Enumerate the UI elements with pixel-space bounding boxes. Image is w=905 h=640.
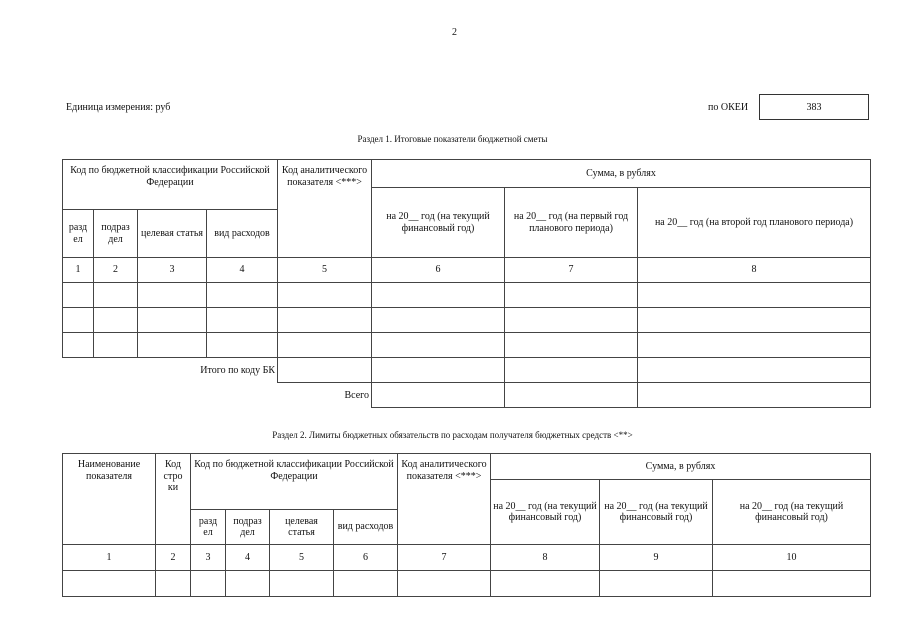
s2-col-number: 2 (156, 545, 191, 571)
s2-data-row (63, 571, 871, 597)
s1-header-budget-code: Код по бюджетной классификации Российской Федерации (63, 160, 278, 210)
s1-grand-total-row (63, 383, 871, 408)
page-number: 2 (452, 27, 457, 38)
s1-grand-total-label: Всего (344, 389, 369, 401)
s1-col-number: 2 (94, 258, 138, 283)
s1-cell[interactable] (63, 333, 94, 358)
s1-col-number: 6 (372, 258, 505, 283)
s1-cell[interactable] (94, 283, 138, 308)
s2-header-name: Наименование показателя (63, 454, 156, 545)
okei-label: по ОКЕИ (708, 102, 749, 113)
s2-col-number: 9 (600, 545, 713, 571)
s1-cell[interactable] (372, 383, 505, 408)
s1-total-bk-row (63, 358, 871, 383)
s1-header-analytic-code: Код аналитического показателя <***> (278, 160, 372, 258)
s1-cell[interactable] (278, 333, 372, 358)
s2-cell[interactable] (270, 571, 334, 597)
s1-header-sum: Сумма, в рублях (372, 160, 871, 188)
s2-header-row-code: Код стро ки (156, 454, 191, 545)
s2-header-section: разд ел (191, 510, 226, 545)
s2-cell[interactable] (713, 571, 871, 597)
s1-cell[interactable] (278, 358, 372, 383)
s1-cell[interactable] (505, 333, 638, 358)
s1-cell[interactable] (138, 333, 207, 358)
s2-cell[interactable] (398, 571, 491, 597)
s1-col-number: 5 (278, 258, 372, 283)
s1-data-row (63, 333, 871, 358)
s2-cell[interactable] (63, 571, 156, 597)
s1-header-year3: на 20__ год (на второй год планового периода) (638, 188, 871, 258)
s2-col-number: 1 (63, 545, 156, 571)
s1-cell[interactable] (505, 308, 638, 333)
s1-data-row (63, 308, 871, 333)
s1-cell[interactable] (63, 308, 94, 333)
s1-total-bk-label: Итого по коду БК (200, 364, 275, 376)
s1-col-number: 1 (63, 258, 94, 283)
s2-header-expense: вид расходов (334, 510, 398, 545)
s1-cell[interactable] (505, 358, 638, 383)
okei-value-box (759, 94, 869, 120)
s2-header-year2: на 20__ год (на текущий финансовый год) (600, 480, 713, 545)
unit-label: Единица измерения: руб (66, 102, 171, 113)
section2-title: Раздел 2. Лимиты бюджетных обязательств по расходам получателя бюджетных средств <**> (272, 430, 633, 440)
s1-header-target: целевая статья (138, 210, 207, 258)
s2-header-analytic-code: Код аналитического показателя <***> (398, 454, 491, 545)
s1-cell[interactable] (207, 283, 278, 308)
s2-header-year3: на 20__ год (на текущий финансовый год) (713, 480, 871, 545)
s1-cell[interactable] (505, 383, 638, 408)
s1-col-number: 4 (207, 258, 278, 283)
s2-col-number: 10 (713, 545, 871, 571)
okei-value: 383 (806, 101, 822, 113)
section2-table (62, 453, 871, 597)
s1-cell[interactable] (138, 308, 207, 333)
s1-cell[interactable] (638, 283, 871, 308)
s1-cell[interactable] (638, 333, 871, 358)
s1-header-section: разд ел (63, 210, 94, 258)
s1-data-row (63, 283, 871, 308)
s2-col-number: 4 (226, 545, 270, 571)
s1-cell[interactable] (278, 283, 372, 308)
s1-cell[interactable] (372, 308, 505, 333)
s2-col-number: 8 (491, 545, 600, 571)
s2-col-number: 3 (191, 545, 226, 571)
s1-cell[interactable] (207, 333, 278, 358)
s2-cell[interactable] (191, 571, 226, 597)
section1-title: Раздел 1. Итоговые показатели бюджетной сметы (357, 134, 548, 144)
s2-header-target: целевая статья (270, 510, 334, 545)
s2-cell[interactable] (600, 571, 713, 597)
s1-cell[interactable] (138, 283, 207, 308)
s2-col-number: 6 (334, 545, 398, 571)
s2-cell[interactable] (156, 571, 191, 597)
s1-cell[interactable] (63, 283, 94, 308)
s1-cell[interactable] (94, 333, 138, 358)
s1-cell[interactable] (94, 308, 138, 333)
s2-col-number: 5 (270, 545, 334, 571)
s1-cell[interactable] (638, 308, 871, 333)
section1-table (62, 159, 871, 408)
s1-cell[interactable] (638, 358, 871, 383)
s1-cell[interactable] (505, 283, 638, 308)
s2-cell[interactable] (491, 571, 600, 597)
s1-header-subsection: подраз дел (94, 210, 138, 258)
s2-header-subsection: подраз дел (226, 510, 270, 545)
s2-header-year1: на 20__ год (на текущий финансовый год) (491, 480, 600, 545)
s1-col-number: 7 (505, 258, 638, 283)
s2-cell[interactable] (334, 571, 398, 597)
s1-cell[interactable] (372, 358, 505, 383)
s2-cell[interactable] (226, 571, 270, 597)
s1-cell[interactable] (638, 383, 871, 408)
s1-cell[interactable] (278, 308, 372, 333)
s1-cell[interactable] (372, 333, 505, 358)
s1-header-expense: вид расходов (207, 210, 278, 258)
s1-col-number: 3 (138, 258, 207, 283)
s1-header-year1: на 20__ год (на текущий финансовый год) (372, 188, 505, 258)
s2-header-sum: Сумма, в рублях (491, 454, 871, 480)
s2-header-budget-code: Код по бюджетной классификации Российской Федерации (191, 454, 398, 510)
s1-col-number: 8 (638, 258, 871, 283)
s1-cell[interactable] (207, 308, 278, 333)
s1-cell[interactable] (372, 283, 505, 308)
s1-header-year2: на 20__ год (на первый год планового периода) (505, 188, 638, 258)
s2-col-number: 7 (398, 545, 491, 571)
